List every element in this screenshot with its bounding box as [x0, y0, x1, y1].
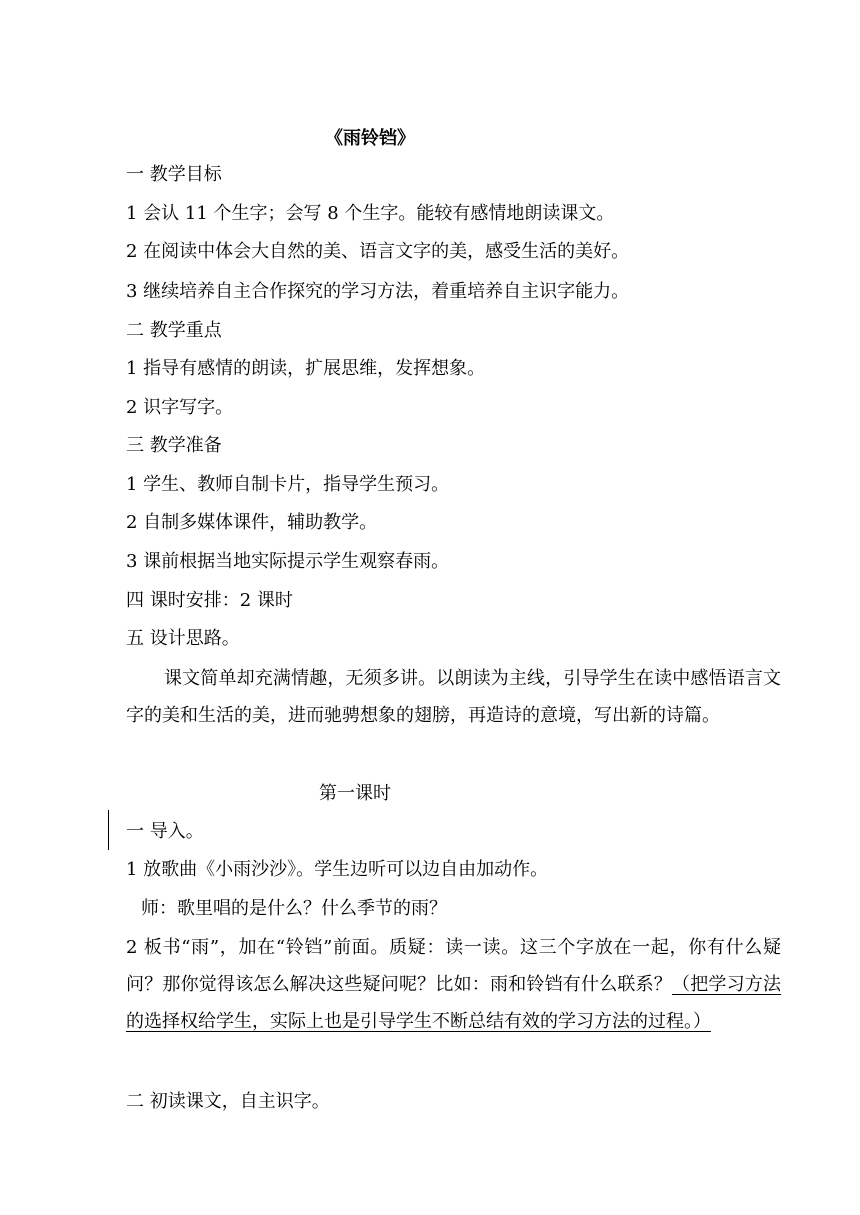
preparation-item-3: 3 课前根据当地实际提示学生观察春雨。 [126, 551, 450, 572]
focus-item-1: 1 指导有感情的朗读，扩展思维，发挥想象。 [126, 358, 486, 379]
margin-change-bar [108, 810, 109, 850]
intro-step-1: 1 放歌曲《小雨沙沙》。学生边听可以边自由加动作。 [126, 859, 549, 880]
preparation-item-2: 2 自制多媒体课件，辅助教学。 [126, 512, 378, 533]
goal-item-3: 3 继续培养自主合作探究的学习方法，着重培养自主识字能力。 [126, 281, 630, 302]
intro-step-2-text: 2 板书“雨”，加在“铃铛”前面。质疑：读一读。这三个字放在一起，你有什么疑问？那你觉得该怎么解决这些疑问呢？比如：雨和铃铛有什么联系？ [126, 937, 781, 995]
lesson-title: 第一课时 [319, 783, 391, 804]
section-heading-preparation: 三 教学准备 [126, 435, 222, 456]
section-heading-reading: 二 初读课文，自主识字。 [126, 1091, 330, 1112]
goal-item-2: 2 在阅读中体会大自然的美、语言文字的美，感受生活的美好。 [126, 241, 630, 262]
preparation-item-1: 1 学生、教师自制卡片，指导学生预习。 [126, 474, 450, 495]
design-paragraph: 课文简单却充满情趣，无须多讲。以朗读为主线，引导学生在读中感悟语言文字的美和生活的美，进而驰骋想象的翅膀，再造诗的意境，写出新的诗篇。 [126, 668, 781, 726]
teacher-question: 师：歌里唱的是什么？什么季节的雨？ [141, 898, 447, 919]
section-heading-goals: 一 教学目标 [126, 164, 222, 185]
section-heading-focus: 二 教学重点 [126, 320, 222, 341]
document-title: 《雨铃铛》 [325, 128, 415, 149]
intro-step-2 [126, 929, 781, 1040]
focus-item-2: 2 识字写字。 [126, 397, 234, 418]
goal-item-1: 1 会认 11 个生字；会写 8 个生字。能较有感情地朗读课文。 [126, 203, 615, 224]
section-heading-intro: 一 导入。 [126, 821, 204, 842]
section-heading-design: 五 设计思路。 [126, 628, 240, 649]
intro-step-2-note: （把学习方法的选择权给学生，实际上也是引导学生不断总结有效的学习方法的过程。） [126, 974, 781, 1032]
section-heading-schedule: 四 课时安排：2 课时 [126, 590, 293, 611]
